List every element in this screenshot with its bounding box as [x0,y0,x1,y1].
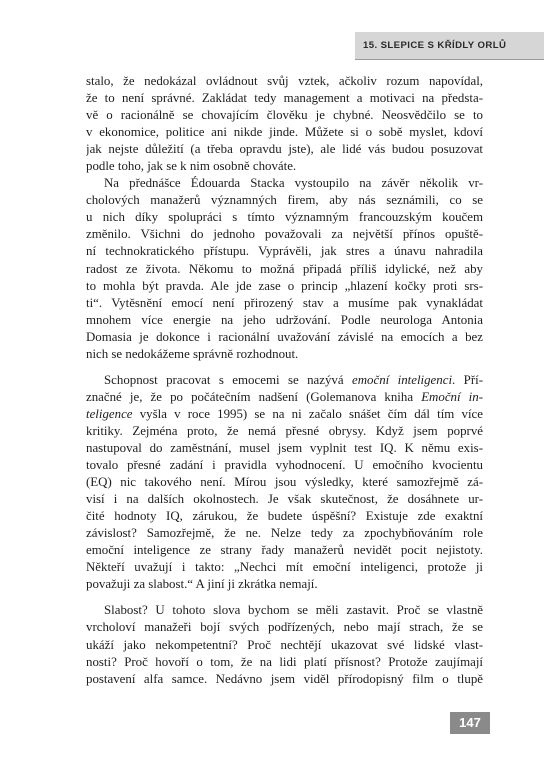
text-run: značné je, že po počátečním nadšení (Golemanova kniha [86,389,414,404]
text-line: (EQ) nic takového není. Mírou jsou výsledky, které samozřejmě zá- [86,475,483,490]
text-line: nastupoval do zaměstnání, musel jsem vyplnit test IQ. K němu exis- [86,440,483,455]
text-line: radost ze života. Někomu to možná připadá příliš idylické, než aby [86,261,483,276]
text-line: jak nejste důležití (a třeba opravdu jste), ale lidé vás budou posuzovat [86,142,483,157]
text-run: Schopnost pracovat s emocemi se nazývá [104,372,344,387]
text-line: že to není správné. Zakládat tedy management a motivaci na předsta- [86,91,483,106]
page-number: 147 [459,715,481,730]
text-line [86,389,483,406]
chapter-header [355,32,544,60]
text-line: ní technokratického přístupu. Vyprávěli, jak stres a únavu nahradila [86,244,483,259]
text-run: . Pří- [452,372,483,387]
text-line: stalo, že nedokázal ovládnout svůj vztek, ačkoliv rozum napovídal, [86,74,483,88]
text-line: Na přednášce Édouarda Stacka vystoupilo na závěr několik vr- [104,176,483,191]
text-line: kritiky. Zejména proto, že nemá přesné obrysy. Když jsem poprvé [86,423,483,438]
text-line: změnilo. Všichni do jednoho považovali za největší přínos opuště- [86,227,483,242]
text-line: mnohem více energie na jeho udržování. Podle neurologa Antonia [86,312,483,327]
text-line: vě o racionálně se chovajícím člověku je chybné. Neosvědčilo se to [86,108,483,123]
text-run: vyšla v roce 1995) se na ni začalo snášet čím dál tím více [139,406,483,421]
text-line: ti“. Vytěsnění emocí není přirozený stav a musíme pak vynakládat [86,295,483,310]
text-line: to mohla být pravda. Ale jde zase o princip „hlazení kočky proti srs- [86,278,483,293]
text-line: Slabost? U tohoto slova bychom se měli zastavit. Proč se vlastně [104,603,483,618]
text-line: tovalo přesné zadání i pravidla vyhodnocení. U emočního kvocientu [86,458,483,473]
text-line: závislost? Samozřejmě, že ne. Nelze tedy za zpochybňováním role [86,526,483,541]
text-line: Domasia je dokonce i racionální uvažování závislé na emocích a bez [86,329,483,344]
text-line: u nich díky spolupráci s tímto významným francouzským koučem [86,210,483,225]
italic-book-title: teligence [86,406,133,421]
text-line [86,406,483,423]
text-line: čité hodnoty IQ, zárukou, že budete úspěšní? Existuje zde exaktní [86,509,483,524]
body-text [86,73,483,688]
text-line: vrcholoví manažeři bojí svých podřízených, nebo mají strach, že se [86,620,483,635]
text-line: postavení alfa samce. Nedávno jsem viděl přírodopisný film o tlupě [86,671,483,686]
text-line: nosti? Proč hovoří o tom, že na lidi platí přísnost? Protože zaujímají [86,654,483,669]
page-number-badge [450,712,490,734]
italic-book-title: Emoční in- [421,389,483,404]
text-line: v ekonomice, politice ani nikde jinde. Můžete si o sobě myslet, kdoví [86,125,483,140]
text-line [86,372,483,389]
text-line: Někteří uvažují i takto: „Nechci mít emoční inteligenci, protože ji [86,560,483,575]
text-line: nich se nedokážeme správně rozhodnout. [86,346,299,361]
text-line: cholových manažerů významných firem, aby nás seznámili, co se [86,193,483,208]
text-line: ukáží jako nekompetentní? Proč nechtějí ukazovat své lidské vlast- [86,637,483,652]
text-line: považuji za slabost.“ A jiní ji zkrátka nemají. [86,577,318,592]
text-line: podle toho, jak se k nim osobně chováte. [86,159,297,174]
italic-term: emoční inteligenci [352,372,453,387]
text-line: visí i na dalších okolnostech. Je však skutečnost, že dosáhnete ur- [86,492,483,507]
text-line: emoční inteligence ze strany řady manažerů nevidět pocit nejistoty. [86,543,483,558]
chapter-title: 15. SLEPICE S KŘÍDLY ORLŮ [363,40,507,51]
